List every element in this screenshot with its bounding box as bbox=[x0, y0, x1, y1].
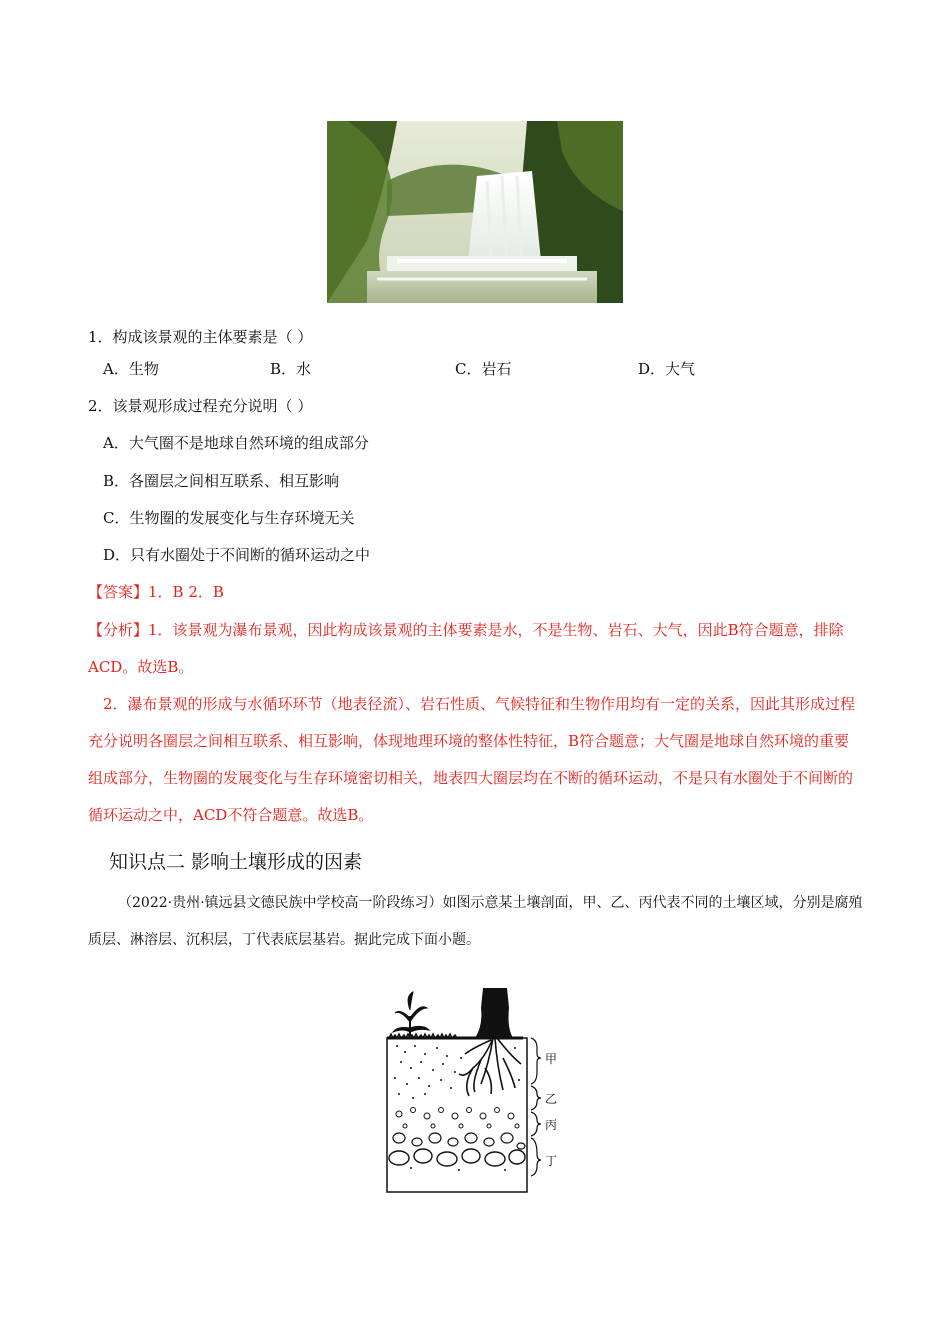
q2-option-b: B．各圈层之间相互联系、相互影响 bbox=[103, 472, 340, 490]
q1-option-c: C．岩石 bbox=[455, 360, 512, 378]
q1-option-a: A．生物 bbox=[103, 360, 159, 378]
answer-line bbox=[88, 581, 224, 603]
analysis-p1: 1．该景观为瀑布景观，因此构成该景观的主体要素是水，不是生物、岩石、大气，因此B符合题意，排除ACD。故选B。 bbox=[88, 621, 844, 676]
analysis-p2: 2．瀑布景观的形成与水循环环节（地表径流）、岩石性质、气候特征和生物作用均有一定的关系，因此其形成过程充分说明各圈层之间相互联系、相互影响，体现地理环境的整体性特征，B符合题意；大气圈是地球自然环境的重要组成部分，生物圈的发展变化与生存环境密切相关，地表四大圈层均在不断的循环运动，不是只有水圈处于不间断的循环运动之中，ACD不符合题意。故选B。 bbox=[88, 695, 856, 824]
answer-text: 1．B 2．B bbox=[148, 583, 224, 601]
q2-option-d: D．只有水圈处于不间断的循环运动之中 bbox=[103, 546, 371, 564]
soil-label-bing: 丙 bbox=[545, 1118, 558, 1132]
q2-option-a: A．大气圈不是地球自然环境的组成部分 bbox=[103, 434, 369, 452]
soil-label-jia: 甲 bbox=[545, 1052, 558, 1066]
plant-icon bbox=[393, 992, 429, 1036]
q1-option-d: D．大气 bbox=[638, 360, 696, 378]
q1-option-b: B．水 bbox=[270, 360, 312, 378]
analysis-label: 【分析】 bbox=[88, 621, 149, 639]
soil-profile-diagram bbox=[385, 988, 565, 1196]
answer-label: 【答案】 bbox=[88, 583, 149, 601]
waterfall-photo bbox=[327, 121, 623, 303]
q1-stem: 1．构成该景观的主体要素是（ ） bbox=[88, 328, 313, 346]
soil-label-yi: 乙 bbox=[545, 1092, 558, 1106]
intro-paragraph: （2022·贵州·镇远县文德民族中学校高一阶段练习）如图示意某土壤剖面，甲、乙、丙代表不同的土壤区域，分别是腐殖质层、淋溶层、沉积层，丁代表底层基岩。据此完成下面小题。 bbox=[88, 895, 863, 948]
q2-stem: 2．该景观形成过程充分说明（ ） bbox=[88, 397, 313, 415]
analysis-paragraph-1 bbox=[88, 612, 864, 686]
section-title: 知识点二 影响土壤形成的因素 bbox=[109, 851, 363, 873]
q2-option-c: C．生物圈的发展变化与生存环境无关 bbox=[103, 509, 355, 527]
soil-label-ding: 丁 bbox=[545, 1154, 558, 1168]
tree-trunk-icon bbox=[475, 988, 513, 1038]
